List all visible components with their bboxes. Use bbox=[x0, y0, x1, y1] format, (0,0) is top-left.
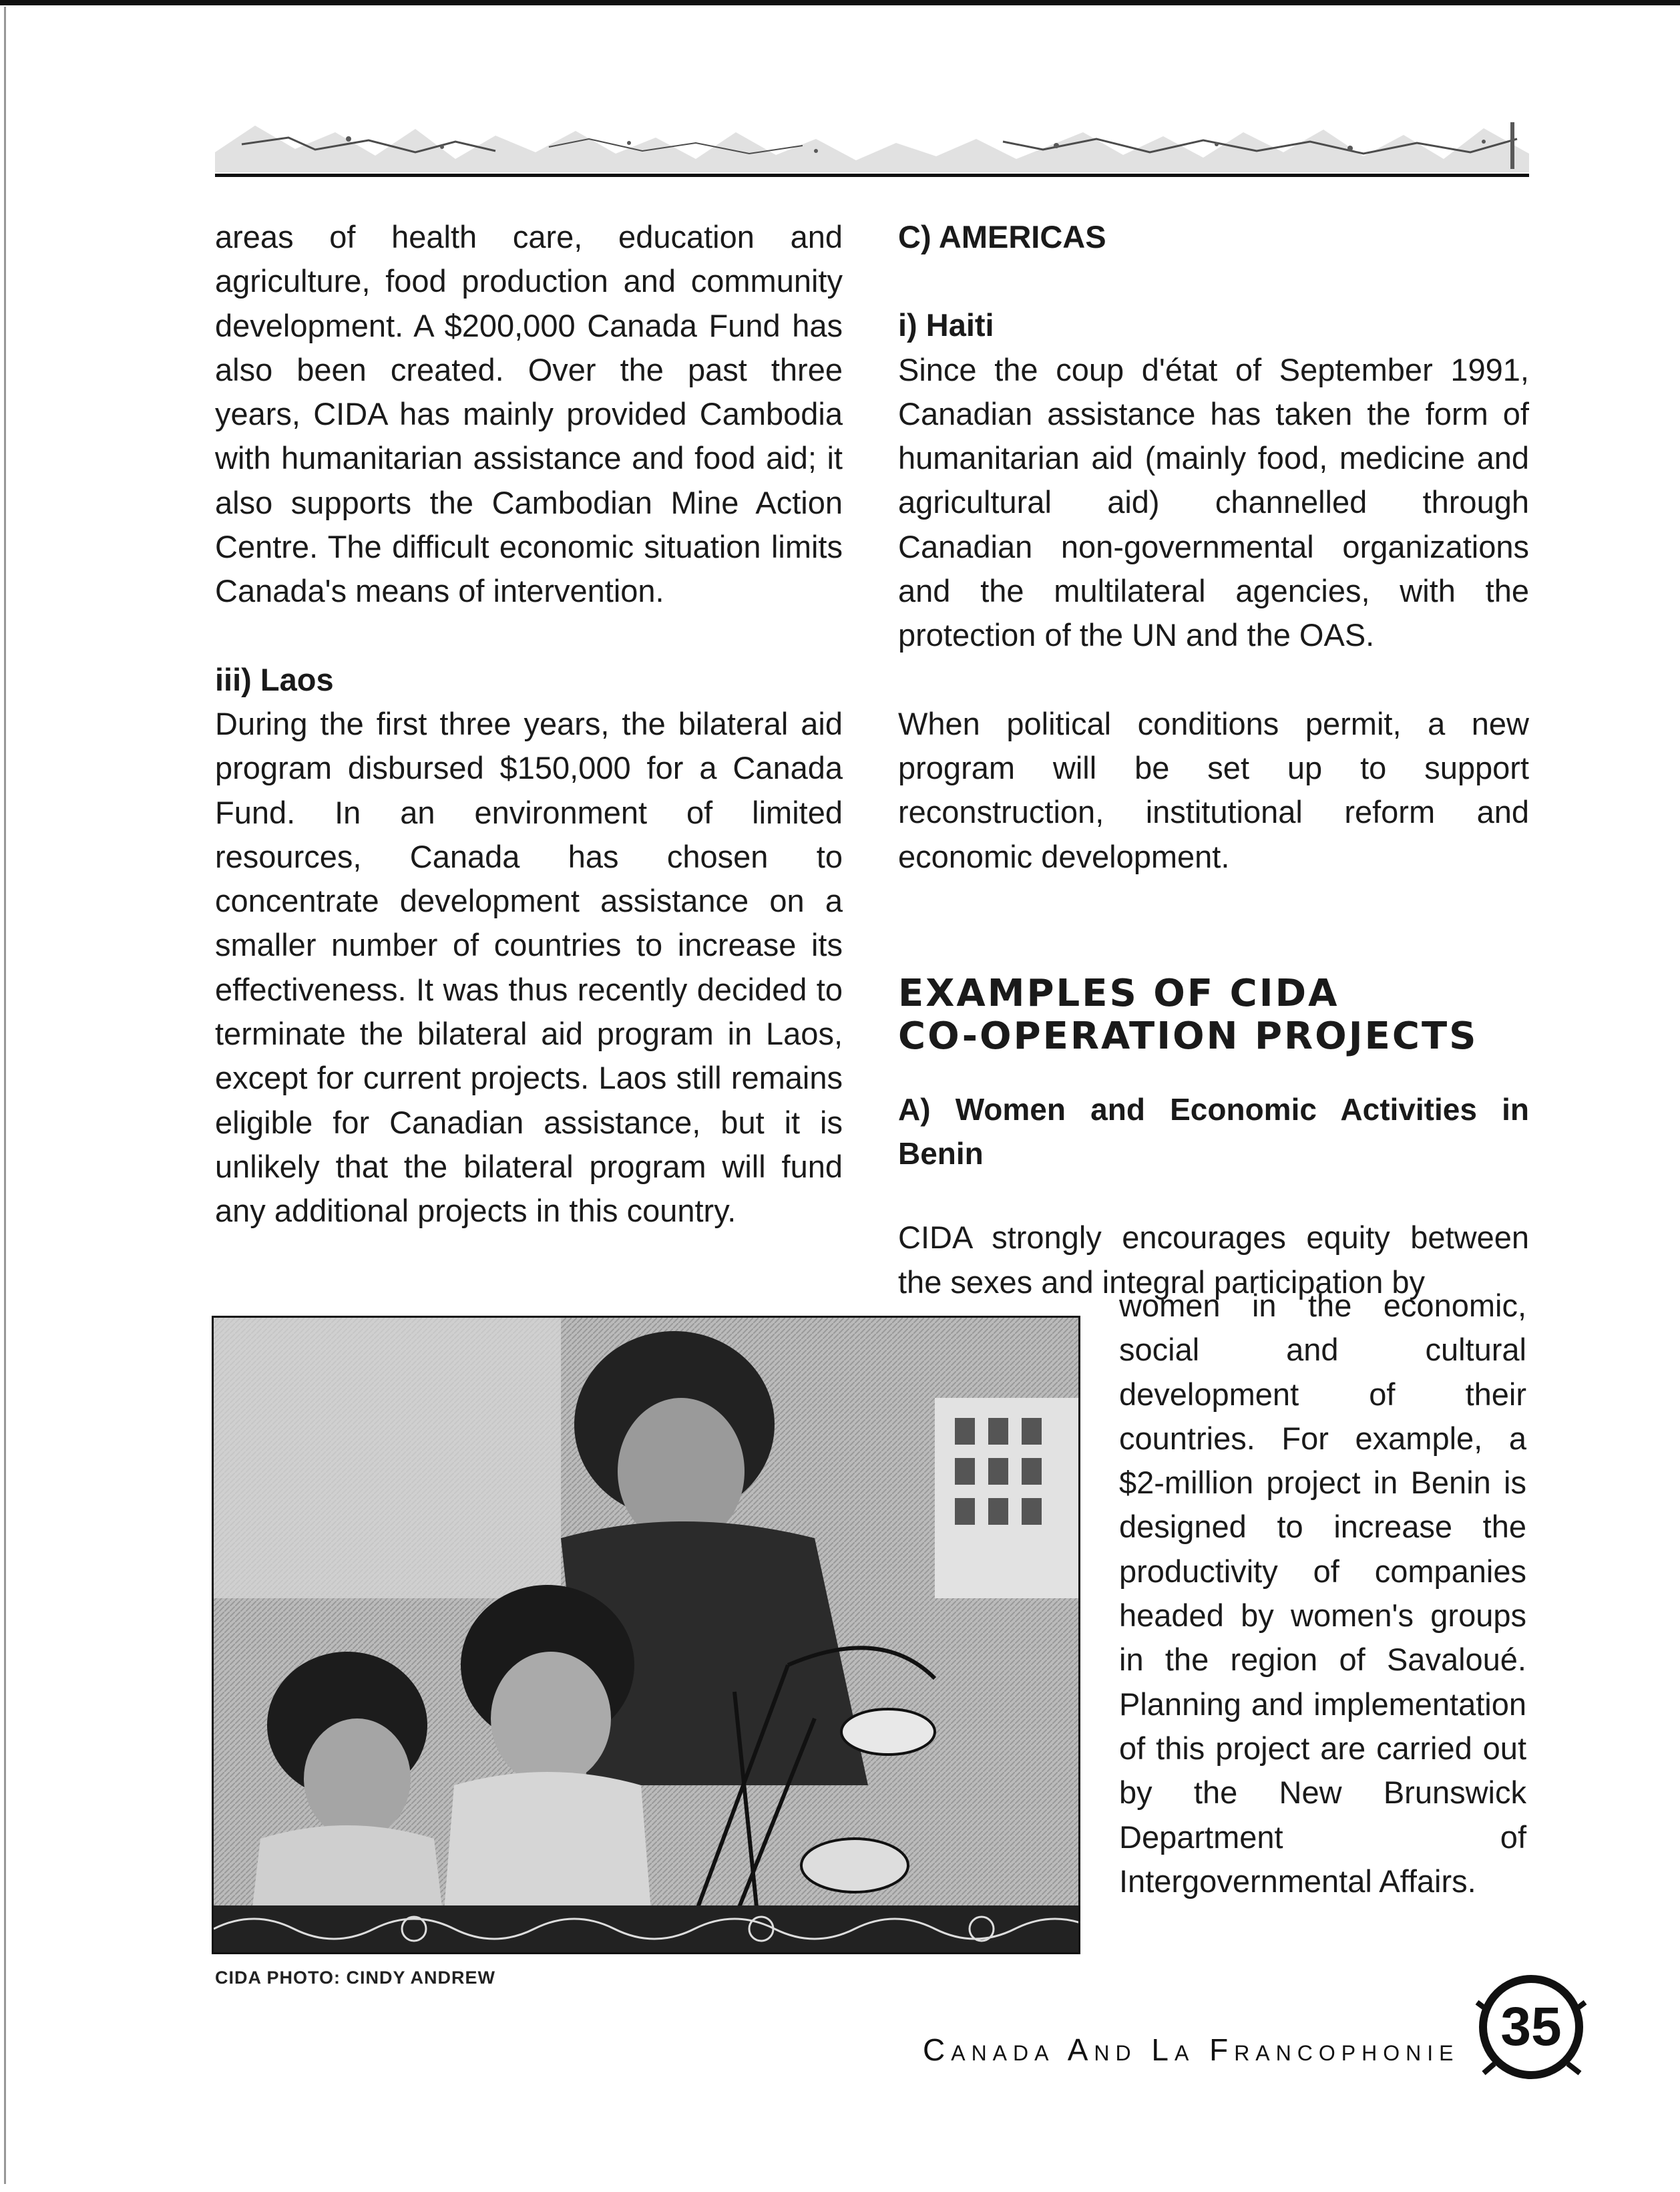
right-column bbox=[898, 215, 1529, 1304]
laos-heading: iii) Laos bbox=[215, 661, 334, 697]
laos-paragraph: During the first three years, the bilateral aid program disbursed $150,000 for a Canada Fund. In an environment of limited resources, Canada has chosen to concentrate development assistance on a smaller number of countries to increase its effectiveness. It was thus recently decided to terminate the bilateral aid program in Laos, except for current projects. Laos still remains eligible for Canadian assistance, but it is unlikely that the bilateral program will fund any additional projects in this country. bbox=[215, 705, 843, 1229]
americas-heading: C) AMERICAS bbox=[898, 219, 1106, 254]
page-number-badge bbox=[1474, 1970, 1588, 2084]
examples-heading-line2: CO-OPERATION PROJECTS bbox=[898, 1014, 1478, 1058]
benin-wrap-paragraph: women in the economic, social and cultural development of their countries. For example, a $2-million project in Benin is designed to increase the productivity of companies headed by women's groups in the region of Savaloué. Planning and implementation of this project are carried out by the New Brunswick Department of Intergovernmental Affairs. bbox=[1119, 1288, 1526, 1899]
scan-edge-left bbox=[4, 7, 6, 2184]
political-conditions-paragraph: When political conditions permit, a new program will be set up to support reconstruction, institutional reform and economic development. bbox=[898, 705, 1529, 874]
haiti-heading: i) Haiti bbox=[898, 307, 994, 343]
examples-heading-line1: EXAMPLES OF CIDA bbox=[898, 971, 1339, 1015]
benin-intro: CIDA strongly encourages equity between the sexes and integral participation by bbox=[898, 1220, 1529, 1300]
benin-heading: A) Women and Economic Activities in Benin bbox=[898, 1091, 1529, 1171]
photo-caption: CIDA PHOTO: CINDY ANDREW bbox=[215, 1968, 496, 1988]
scan-edge-top bbox=[0, 0, 1680, 5]
left-column bbox=[215, 215, 843, 1234]
haiti-paragraph: Since the coup d'état of September 1991, Canadian assistance has taken the form of humanitarian aid (mainly food, medicine and agricultural aid) channelled through Canadian non-governmental organizations and the multilateral agencies, with the protection of the UN and the OAS. bbox=[898, 351, 1529, 653]
page-number: 35 bbox=[1500, 1996, 1562, 2057]
footer-title: Canada And La Francophonie bbox=[923, 2032, 1460, 2067]
header-rule bbox=[215, 174, 1529, 177]
cambodia-paragraph: areas of health care, education and agriculture, food production and community development. A $200,000 Canada Fund has also been created. Over the past three years, CIDA has mainly provided Cambodia with humanitarian assistance and food aid; it also supports the Cambodian Mine Action Centre. The difficult economic situation limits Canada's means of intervention. bbox=[215, 219, 843, 609]
photo-women-working bbox=[212, 1316, 1080, 1954]
header-banner bbox=[215, 112, 1529, 172]
